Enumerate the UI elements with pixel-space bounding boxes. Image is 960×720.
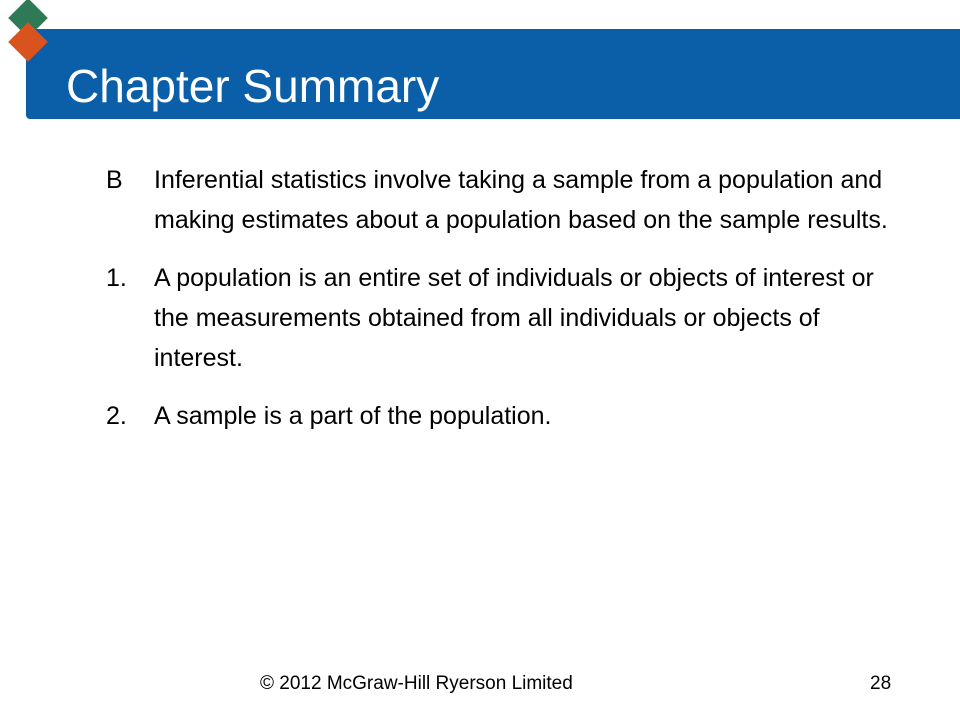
- item-text: A sample is a part of the population.: [154, 402, 552, 430]
- slide-title: Chapter Summary: [66, 60, 440, 112]
- item-marker: 1.: [106, 264, 127, 292]
- item-marker: 2.: [106, 402, 127, 430]
- summary-item-1: [0, 258, 960, 378]
- summary-item-2: [0, 396, 960, 436]
- slide-content: [0, 160, 960, 436]
- copyright-text: © 2012 McGraw-Hill Ryerson Limited: [260, 673, 573, 694]
- summary-item-b: [0, 160, 960, 240]
- item-text: Inferential statistics involve taking a sample from a population and making estimates about a population based on the sample results.: [154, 166, 888, 234]
- item-marker: B: [106, 166, 123, 194]
- item-text: A population is an entire set of individuals or objects of interest or the measurements obtained from all individuals or objects of interest.: [154, 264, 874, 372]
- page-number: 28: [870, 673, 892, 694]
